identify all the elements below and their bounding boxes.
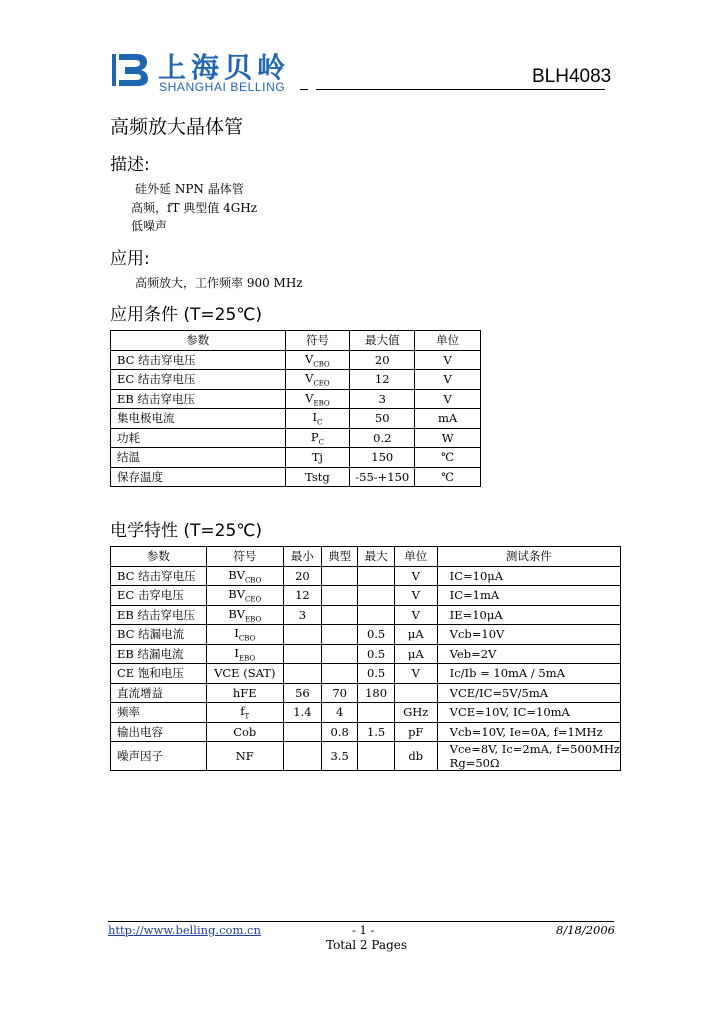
param-cell: 保存温度 (111, 467, 286, 487)
unit-cell: V (415, 389, 481, 409)
symbol-subscript: EBO (245, 614, 262, 623)
max-cell (358, 703, 394, 723)
symbol-main: I (234, 626, 239, 641)
symbol-main: I (312, 410, 317, 425)
param-cell: EB 结漏电流 (111, 644, 207, 664)
unit-cell: V (394, 605, 437, 625)
max-cell: 0.5 (358, 664, 394, 684)
description-heading: 描述: (110, 155, 150, 175)
table-row (111, 566, 621, 586)
param-cell: EC 结击穿电压 (111, 370, 286, 390)
header-dash (300, 89, 308, 90)
condition-cell (437, 566, 620, 586)
max-cell (358, 566, 394, 586)
table-row (111, 428, 481, 448)
symbol-main: BV (228, 606, 246, 621)
symbol-cell (206, 605, 283, 625)
symbol-cell (206, 703, 283, 723)
symbol-subscript: CEO (245, 595, 262, 604)
max-cell: 0.5 (358, 625, 394, 645)
unit-cell: ℃ (415, 467, 481, 487)
symbol-main: V (305, 390, 314, 405)
document-date: 8/18/2006 (556, 923, 615, 937)
electrical-heading: 电学特性 (T=25℃) (110, 521, 263, 541)
symbol-main: f (240, 704, 245, 719)
unit-cell: pF (394, 722, 437, 742)
symbol-cell (285, 448, 350, 468)
symbol-cell (285, 428, 350, 448)
symbol-cell (206, 722, 283, 742)
max-cell: 50 (350, 409, 415, 429)
condition-text: IE=10μA (449, 607, 503, 622)
typ-cell (321, 605, 357, 625)
table-row (111, 742, 621, 771)
typ-cell (321, 644, 357, 664)
condition-cell (437, 644, 620, 664)
unit-cell: V (394, 586, 437, 606)
symbol-cell (206, 625, 283, 645)
symbol-cell (206, 644, 283, 664)
symbol-cell (206, 664, 283, 684)
column-header: 符号 (206, 547, 283, 567)
param-cell: 频率 (111, 703, 207, 723)
min-cell (283, 625, 321, 645)
symbol-main: Tstg (305, 469, 330, 484)
symbol-main: hFE (232, 685, 257, 700)
condition-text: VCE=10V, IC=10mA (449, 705, 570, 720)
max-cell: 150 (350, 448, 415, 468)
application-heading: 应用: (110, 249, 150, 269)
min-cell: 12 (283, 586, 321, 606)
symbol-subscript: C (318, 437, 324, 446)
condition-cell (437, 703, 620, 723)
condition-cell (437, 742, 620, 771)
symbol-main: BV (228, 567, 245, 582)
typ-cell (321, 625, 357, 645)
symbol-main: V (305, 371, 314, 386)
table-row (111, 683, 621, 703)
unit-cell: GHz (394, 703, 437, 723)
table-row (111, 722, 621, 742)
typ-cell: 3.5 (321, 742, 357, 771)
table-row (111, 409, 481, 429)
param-cell: 集电极电流 (111, 409, 286, 429)
table-row (111, 370, 481, 390)
unit-cell: μA (394, 625, 437, 645)
description-line: 硅外延 NPN 晶体管 (135, 182, 244, 196)
condition-cell (437, 625, 620, 645)
symbol-subscript: T (244, 712, 250, 721)
typ-cell: 4 (321, 703, 357, 723)
symbol-subscript: EBO (313, 398, 330, 407)
max-cell: 3 (350, 389, 415, 409)
table-row (111, 448, 481, 468)
symbol-main: Cob (233, 724, 257, 739)
condition-cell (437, 683, 620, 703)
max-cell: 12 (350, 370, 415, 390)
symbol-main: V (305, 351, 314, 366)
param-cell: BC 结漏电流 (111, 625, 207, 645)
electrical-table (110, 546, 621, 771)
min-cell (283, 722, 321, 742)
company-name-en: SHANGHAI BELLING (159, 80, 286, 94)
typ-cell: 0.8 (321, 722, 357, 742)
unit-cell: V (394, 566, 437, 586)
table-row (111, 350, 481, 370)
condition-cell (437, 664, 620, 684)
belling-logo-icon (110, 50, 150, 90)
condition-text: Vce=8V, Ic=2mA, f=500MHz (449, 742, 620, 756)
symbol-main: NF (235, 749, 254, 763)
table-row (111, 664, 621, 684)
symbol-cell (285, 350, 350, 370)
header-rule (316, 89, 605, 90)
symbol-cell (206, 742, 283, 771)
footer-rule (108, 921, 614, 922)
ratings-table (110, 330, 481, 487)
param-cell: BC 结击穿电压 (111, 350, 286, 370)
param-cell: EC 击穿电压 (111, 586, 207, 606)
max-cell: 0.2 (350, 428, 415, 448)
table-row (111, 703, 621, 723)
table-row (111, 586, 621, 606)
symbol-cell (206, 683, 283, 703)
max-cell (358, 586, 394, 606)
min-cell: 20 (283, 566, 321, 586)
symbol-cell (285, 409, 350, 429)
condition-cell (437, 722, 620, 742)
symbol-subscript: EBO (238, 653, 256, 662)
param-cell: 直流增益 (111, 683, 207, 703)
max-cell (358, 742, 394, 771)
unit-cell: V (394, 664, 437, 684)
typ-cell (321, 586, 357, 606)
condition-text: Rg=50Ω (449, 756, 500, 770)
min-cell: 56 (283, 683, 321, 703)
max-cell: 0.5 (358, 644, 394, 664)
symbol-main: VCE (SAT) (214, 666, 276, 681)
unit-cell: V (415, 370, 481, 390)
unit-cell: V (415, 350, 481, 370)
condition-text: IC=10μA (449, 568, 504, 583)
unit-cell (394, 683, 437, 703)
condition-text: Veb=2V (449, 646, 497, 661)
company-name-cn: 上海贝岭 (158, 51, 291, 84)
column-header: 最大 (358, 547, 394, 567)
document-title: 高频放大晶体管 (110, 116, 244, 138)
param-cell: CE 饱和电压 (111, 664, 207, 684)
condition-text: IC=1mA (449, 588, 500, 603)
ratings-heading: 应用条件 (T=25℃) (110, 305, 263, 325)
page-number: - 1 - (352, 923, 375, 937)
condition-text: Vcb=10V (449, 627, 505, 642)
condition-text: Ic/Ib = 10mA / 5mA (449, 666, 565, 681)
min-cell: 1.4 (283, 703, 321, 723)
max-cell: 20 (350, 350, 415, 370)
min-cell (283, 664, 321, 684)
symbol-main: P (310, 429, 319, 444)
part-number: BLH4083 (532, 66, 612, 87)
table-header-row (111, 331, 481, 351)
column-header: 参数 (111, 331, 286, 351)
unit-cell: μA (394, 644, 437, 664)
symbol-subscript: CEO (313, 379, 330, 388)
column-header: 单位 (415, 331, 481, 351)
table-row (111, 389, 481, 409)
min-cell: 3 (283, 605, 321, 625)
unit-cell: db (394, 742, 437, 771)
column-header: 单位 (394, 547, 437, 567)
symbol-main: BV (228, 587, 246, 602)
typ-cell (321, 664, 357, 684)
table-row (111, 467, 481, 487)
max-cell: -55-+150 (350, 467, 415, 487)
table-header-row (111, 547, 621, 567)
symbol-cell (285, 389, 350, 409)
total-pages: Total 2 Pages (326, 938, 408, 952)
param-cell: 输出电容 (111, 722, 207, 742)
symbol-cell (206, 566, 283, 586)
max-cell: 1.5 (358, 722, 394, 742)
description-line: 高频，fT 典型值 4GHz (131, 201, 258, 215)
column-header: 参数 (111, 547, 207, 567)
application-line: 高频放大，工作频率 900 MHz (135, 276, 303, 290)
symbol-subscript: CBO (244, 575, 262, 584)
symbol-subscript: C (316, 418, 323, 427)
column-header: 测试条件 (437, 547, 620, 567)
condition-text: VCE/IC=5V/5mA (449, 685, 549, 700)
website-link[interactable]: http://www.belling.com.cn (108, 923, 261, 937)
condition-cell (437, 586, 620, 606)
param-cell: 功耗 (111, 428, 286, 448)
min-cell (283, 644, 321, 664)
typ-cell (321, 566, 357, 586)
description-line: 低噪声 (131, 219, 168, 233)
unit-cell: W (415, 428, 481, 448)
unit-cell: ℃ (415, 448, 481, 468)
table-row (111, 605, 621, 625)
symbol-main: Tj (311, 450, 324, 465)
table-row (111, 644, 621, 664)
unit-cell: mA (415, 409, 481, 429)
symbol-cell (285, 467, 350, 487)
column-header: 符号 (285, 331, 350, 351)
param-cell: BC 结击穿电压 (111, 566, 207, 586)
max-cell (358, 605, 394, 625)
symbol-cell (285, 370, 350, 390)
max-cell: 180 (358, 683, 394, 703)
table-row (111, 625, 621, 645)
param-cell: EB 结击穿电压 (111, 605, 207, 625)
param-cell: EB 结击穿电压 (111, 389, 286, 409)
column-header: 典型 (321, 547, 357, 567)
typ-cell: 70 (321, 683, 357, 703)
min-cell (283, 742, 321, 771)
column-header: 最大值 (350, 331, 415, 351)
symbol-cell (206, 586, 283, 606)
symbol-subscript: CBO (238, 634, 256, 643)
param-cell: 噪声因子 (111, 742, 207, 771)
symbol-subscript: CBO (313, 359, 330, 368)
column-header: 最小 (283, 547, 321, 567)
symbol-main: I (234, 645, 239, 660)
param-cell: 结温 (111, 448, 286, 468)
condition-text: Vcb=10V, Ie=0A, f=1MHz (449, 724, 603, 739)
condition-cell (437, 605, 620, 625)
